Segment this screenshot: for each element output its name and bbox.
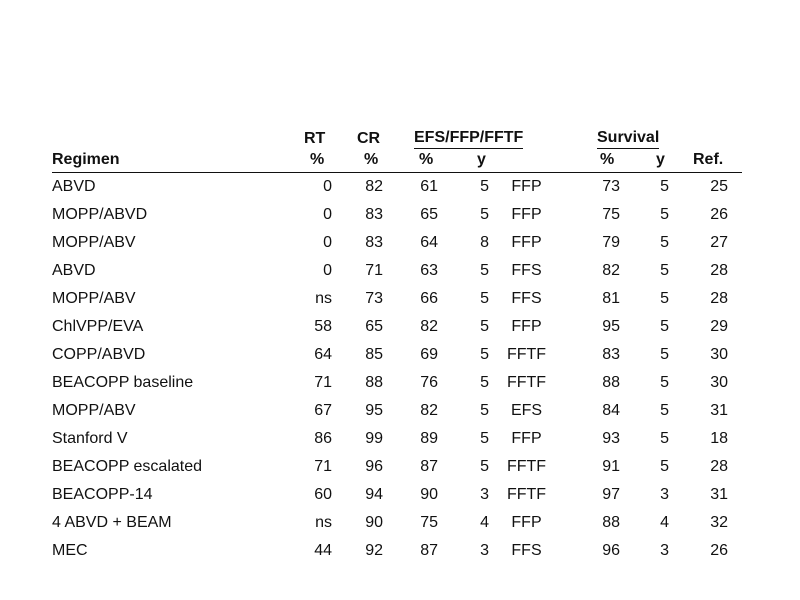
cr-unit-header: % [364,151,379,168]
regimen-cell: MOPP/ABV [52,402,136,419]
ref-cell: 30 [710,374,728,391]
efs-years-cell: 3 [480,486,489,503]
efs-years-cell: 3 [480,542,489,559]
survival-years-cell: 5 [660,374,669,391]
survival-years-header: y [656,151,665,168]
efs-percent-cell: 87 [420,458,438,475]
efs-percent-cell: 82 [420,318,438,335]
table-row [52,229,742,257]
rt-cell: 71 [314,458,332,475]
cr-cell: 65 [365,318,383,335]
survival-percent-cell: 84 [602,402,620,419]
regimen-cell: BEACOPP escalated [52,458,203,475]
table-row [52,257,742,285]
cr-cell: 71 [365,262,383,279]
regimen-cell: BEACOPP baseline [52,374,194,391]
efs-type-cell: FFP [511,178,542,195]
ref-cell: 28 [710,262,728,279]
survival-years-cell: 5 [660,458,669,475]
efs-type-cell: FFP [511,206,542,223]
efs-percent-cell: 69 [420,346,438,363]
survival-percent-cell: 93 [602,430,620,447]
ref-cell: 26 [710,206,728,223]
survival-years-cell: 5 [660,206,669,223]
regimen-cell: ChlVPP/EVA [52,318,144,335]
survival-percent-cell: 91 [602,458,620,475]
survival-years-cell: 4 [660,514,669,531]
efs-type-cell: FFP [511,234,542,251]
survival-percent-cell: 73 [602,178,620,195]
efs-percent-cell: 66 [420,290,438,307]
ref-cell: 26 [710,542,728,559]
survival-percent-header: % [600,151,615,168]
efs-years-header: y [477,151,486,168]
rt-cell: 0 [323,178,332,195]
efs-group-header: EFS/FFP/FFTF [414,129,523,149]
efs-type-cell: EFS [510,402,543,419]
rt-header: RT [304,130,326,147]
table-row [52,313,742,341]
regimen-cell: BEACOPP-14 [52,486,153,503]
survival-percent-cell: 97 [602,486,620,503]
ref-cell: 32 [710,514,728,531]
efs-years-cell: 5 [480,206,489,223]
table-row [52,397,742,425]
efs-type-cell: FFS [511,290,542,307]
survival-years-cell: 5 [660,262,669,279]
efs-type-cell: FFTF [506,486,547,503]
regimen-cell: MEC [52,542,88,559]
table-row [52,537,742,565]
regimen-cell: MOPP/ABV [52,290,136,307]
efs-percent-cell: 76 [420,374,438,391]
efs-type-cell: FFP [511,318,542,335]
table-row [52,173,742,201]
survival-percent-cell: 79 [602,234,620,251]
cr-cell: 83 [365,206,383,223]
rt-cell: 44 [314,542,332,559]
survival-years-cell: 5 [660,430,669,447]
efs-percent-cell: 65 [420,206,438,223]
cr-cell: 83 [365,234,383,251]
efs-years-cell: 4 [480,514,489,531]
table-row [52,201,742,229]
cr-cell: 85 [365,346,383,363]
survival-years-cell: 5 [660,178,669,195]
table-body [52,173,742,565]
survival-years-cell: 5 [660,234,669,251]
rt-cell: 58 [314,318,332,335]
regimen-cell: Stanford V [52,430,128,447]
efs-percent-cell: 90 [420,486,438,503]
efs-type-cell: FFTF [506,374,547,391]
regimen-cell: COPP/ABVD [52,346,146,363]
ref-cell: 27 [710,234,728,251]
rt-cell: 0 [323,234,332,251]
table-row [52,285,742,313]
regimen-cell: ABVD [52,262,96,279]
survival-percent-cell: 75 [602,206,620,223]
table-row [52,453,742,481]
efs-percent-cell: 82 [420,402,438,419]
survival-years-cell: 5 [660,318,669,335]
efs-years-cell: 5 [480,178,489,195]
rt-cell: 60 [314,486,332,503]
survival-percent-cell: 81 [602,290,620,307]
cr-cell: 95 [365,402,383,419]
efs-years-cell: 5 [480,346,489,363]
efs-years-cell: 5 [480,430,489,447]
rt-cell: 86 [314,430,332,447]
survival-percent-cell: 88 [602,514,620,531]
survival-percent-cell: 95 [602,318,620,335]
regimen-cell: ABVD [52,178,96,195]
cr-cell: 96 [365,458,383,475]
survival-years-cell: 5 [660,290,669,307]
rt-unit-header: % [310,151,325,168]
efs-type-cell: FFS [511,542,542,559]
rt-cell: ns [315,514,332,531]
rt-cell: 71 [314,374,332,391]
efs-years-cell: 5 [480,262,489,279]
efs-percent-cell: 63 [420,262,438,279]
table-row [52,369,742,397]
ref-header: Ref. [693,151,724,168]
survival-percent-cell: 83 [602,346,620,363]
survival-percent-cell: 88 [602,374,620,391]
cr-cell: 99 [365,430,383,447]
rt-cell: 64 [314,346,332,363]
cr-cell: 92 [365,542,383,559]
efs-years-cell: 5 [480,374,489,391]
survival-years-cell: 5 [660,346,669,363]
table-row [52,481,742,509]
table-row [52,509,742,537]
regimen-cell: MOPP/ABVD [52,206,148,223]
efs-percent-cell: 64 [420,234,438,251]
rt-cell: 67 [314,402,332,419]
survival-years-cell: 3 [660,542,669,559]
ref-cell: 31 [710,486,728,503]
efs-percent-cell: 75 [420,514,438,531]
ref-cell: 18 [710,430,728,447]
cr-header: CR [357,130,381,147]
efs-years-cell: 8 [480,234,489,251]
efs-percent-cell: 89 [420,430,438,447]
efs-type-cell: FFTF [506,458,547,475]
ref-cell: 28 [710,458,728,475]
regimen-header: Regimen [52,151,120,168]
efs-type-cell: FFP [511,430,542,447]
regimen-outcomes-table [52,128,742,565]
regimen-cell: 4 ABVD + BEAM [52,514,172,531]
efs-years-cell: 5 [480,318,489,335]
survival-percent-cell: 82 [602,262,620,279]
table-row [52,425,742,453]
ref-cell: 31 [710,402,728,419]
regimen-cell: MOPP/ABV [52,234,136,251]
table-header [52,128,742,173]
table-row [52,341,742,369]
ref-cell: 28 [710,290,728,307]
ref-cell: 29 [710,318,728,335]
efs-percent-header: % [419,151,434,168]
efs-percent-cell: 87 [420,542,438,559]
efs-years-cell: 5 [480,458,489,475]
rt-cell: 0 [323,262,332,279]
cr-cell: 73 [365,290,383,307]
rt-cell: 0 [323,206,332,223]
cr-cell: 88 [365,374,383,391]
efs-years-cell: 5 [480,290,489,307]
ref-cell: 30 [710,346,728,363]
efs-percent-cell: 61 [420,178,438,195]
efs-type-cell: FFTF [506,346,547,363]
cr-cell: 82 [365,178,383,195]
survival-percent-cell: 96 [602,542,620,559]
cr-cell: 94 [365,486,383,503]
survival-years-cell: 3 [660,486,669,503]
survival-group-header: Survival [597,129,659,149]
cr-cell: 90 [365,514,383,531]
efs-type-cell: FFP [511,514,542,531]
rt-cell: ns [315,290,332,307]
survival-years-cell: 5 [660,402,669,419]
efs-type-cell: FFS [511,262,542,279]
efs-years-cell: 5 [480,402,489,419]
ref-cell: 25 [710,178,728,195]
